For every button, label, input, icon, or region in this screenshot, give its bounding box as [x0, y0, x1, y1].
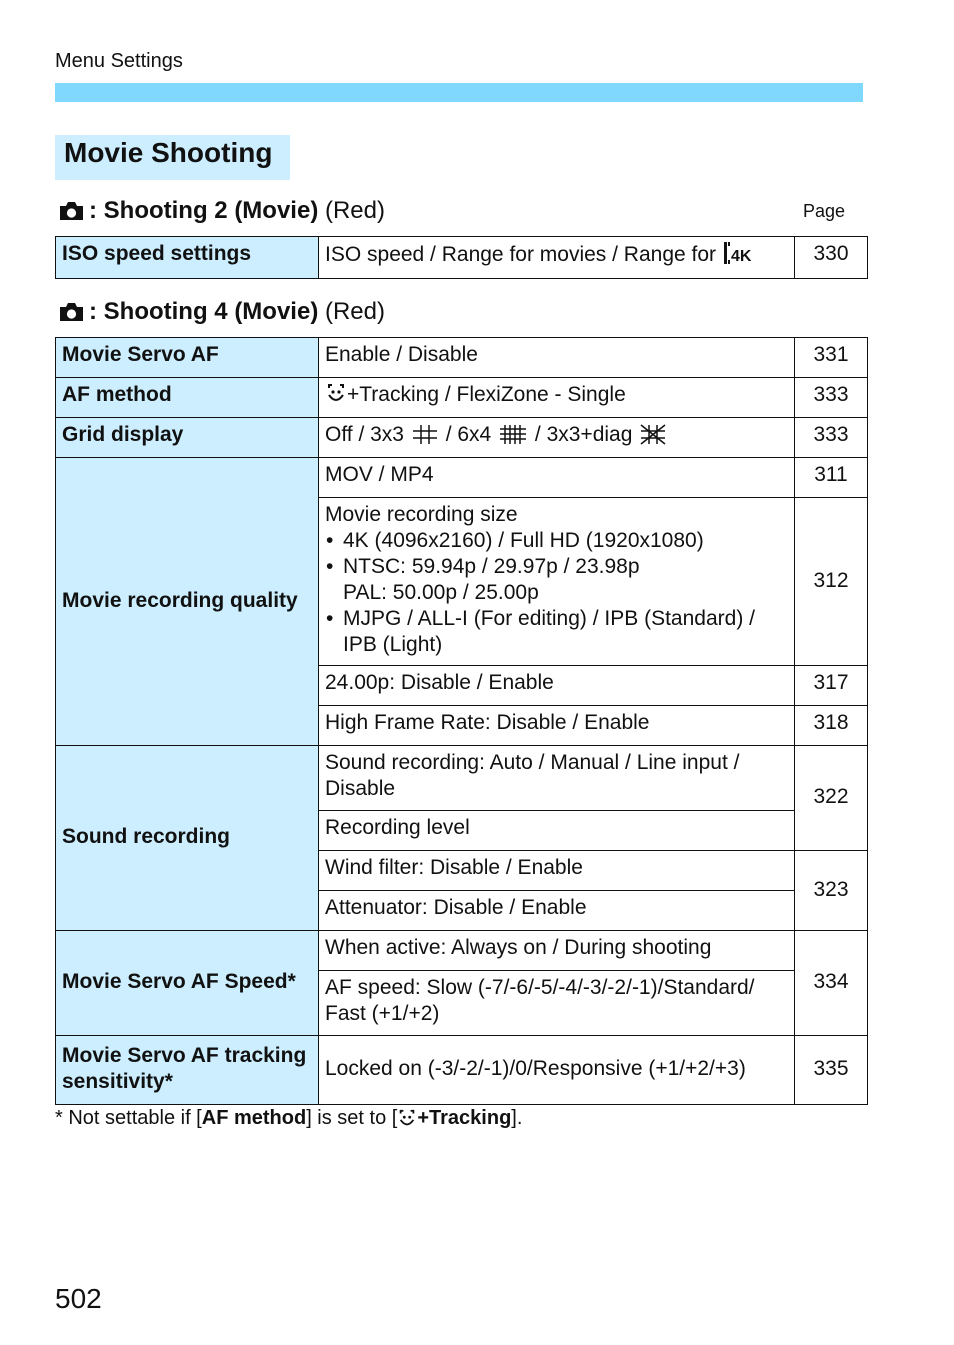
- row-name: Movie Servo AF Speed*: [56, 931, 319, 1036]
- row-value: 24.00p: Disable / Enable: [319, 666, 795, 706]
- section-title: Movie Shooting: [64, 137, 273, 168]
- shooting2-heading: [58, 197, 385, 225]
- footnote: [55, 1107, 522, 1130]
- row-value: AF speed: Slow (-7/-6/-5/-4/-3/-2/-1)/Standard/ Fast (+1/+2): [319, 971, 795, 1036]
- page-number: 502: [55, 1283, 102, 1314]
- footnote-text: ] is set to [: [306, 1107, 398, 1129]
- page-column-label: Page: [803, 201, 846, 221]
- footnote-text: ].: [511, 1107, 523, 1129]
- grid-3x3-icon: [410, 423, 440, 445]
- table-row: [56, 378, 868, 418]
- row-page: 317: [795, 666, 868, 706]
- recording-size-heading: Movie recording size: [325, 503, 518, 526]
- grid-option-text: / 3x3+diag: [534, 423, 633, 446]
- row-page: 311: [795, 458, 868, 498]
- list-item: • 4K (4096x2160) / Full HD (1920x1080): [325, 528, 788, 554]
- row-value: Locked on (-3/-2/-1)/0/Responsive (+1/+2/+3): [319, 1036, 795, 1105]
- table-row: [56, 931, 868, 971]
- accent-bar: [55, 83, 863, 102]
- row-name: Movie Servo AF tracking sensitivity*: [56, 1036, 319, 1105]
- pal-text: PAL: 50.00p / 25.00p: [343, 581, 539, 604]
- list-item: • MJPG / ALL-I (For editing) / IPB (Standard) / IPB (Light): [325, 606, 788, 658]
- shooting2-color: (Red): [324, 197, 385, 224]
- row-page: 322: [795, 746, 868, 851]
- shooting2-table: [55, 236, 868, 279]
- row-name: Movie Servo AF: [56, 338, 319, 378]
- row-value: [319, 378, 795, 418]
- row-page: 330: [795, 237, 868, 279]
- row-page: 333: [795, 378, 868, 418]
- table-row: [56, 338, 868, 378]
- footnote-text: * Not settable if [: [55, 1107, 202, 1129]
- af-method-text: +Tracking / FlexiZone - Single: [347, 383, 626, 406]
- row-page: 333: [795, 418, 868, 458]
- table-row: [56, 237, 868, 279]
- table-row: [56, 418, 868, 458]
- table-row: [56, 746, 868, 811]
- row-value: [319, 498, 795, 666]
- row-page: 334: [795, 931, 868, 1036]
- row-page: 318: [795, 706, 868, 746]
- row-value: Wind filter: Disable / Enable: [319, 851, 795, 891]
- footnote-bold: AF method: [201, 1107, 307, 1129]
- ntsc-text: NTSC: 59.94p / 29.97p / 23.98p: [343, 555, 640, 578]
- shooting2-title: : Shooting 2 (Movie): [89, 197, 319, 224]
- grid-option-text: Off / 3x3: [325, 423, 404, 446]
- grid-3x3-diag-icon: [638, 423, 668, 445]
- row-value: When active: Always on / During shooting: [319, 931, 795, 971]
- face-tracking-icon: [397, 1109, 417, 1129]
- grid-option-text: / 6x4: [445, 423, 492, 446]
- list-item: [325, 554, 788, 606]
- row-value-text: ISO speed / Range for movies / Range for: [325, 243, 717, 266]
- row-page: 331: [795, 338, 868, 378]
- row-value: Attenuator: Disable / Enable: [319, 891, 795, 931]
- movie-4k-icon: [722, 241, 752, 265]
- row-value: Recording level: [319, 811, 795, 851]
- row-page: 335: [795, 1036, 868, 1105]
- row-page: 323: [795, 851, 868, 931]
- footnote-bold: +Tracking: [417, 1107, 512, 1129]
- row-value: Enable / Disable: [319, 338, 795, 378]
- grid-6x4-icon: [497, 423, 529, 445]
- shooting4-color: (Red): [324, 298, 385, 325]
- row-value: High Frame Rate: Disable / Enable: [319, 706, 795, 746]
- shooting4-table: [55, 337, 868, 1105]
- face-tracking-icon: [325, 383, 347, 405]
- row-page: 312: [795, 498, 868, 666]
- shooting4-title: : Shooting 4 (Movie): [89, 298, 319, 325]
- row-name: Sound recording: [56, 746, 319, 931]
- row-value: Sound recording: Auto / Manual / Line input / Disable: [319, 746, 795, 811]
- camera-icon: [58, 301, 85, 323]
- row-value: [319, 418, 795, 458]
- shooting4-heading: [58, 298, 385, 326]
- row-name: Grid display: [56, 418, 319, 458]
- row-name: Movie recording quality: [56, 458, 319, 746]
- svg-text:4K: 4K: [730, 248, 752, 265]
- table-row: [56, 1036, 868, 1105]
- row-value: [319, 237, 795, 279]
- table-row: [56, 458, 868, 498]
- row-value: MOV / MP4: [319, 458, 795, 498]
- recording-size-list: [325, 528, 788, 658]
- running-head: Menu Settings: [55, 50, 183, 72]
- row-name: ISO speed settings: [56, 237, 319, 279]
- camera-icon: [58, 200, 85, 222]
- row-name: AF method: [56, 378, 319, 418]
